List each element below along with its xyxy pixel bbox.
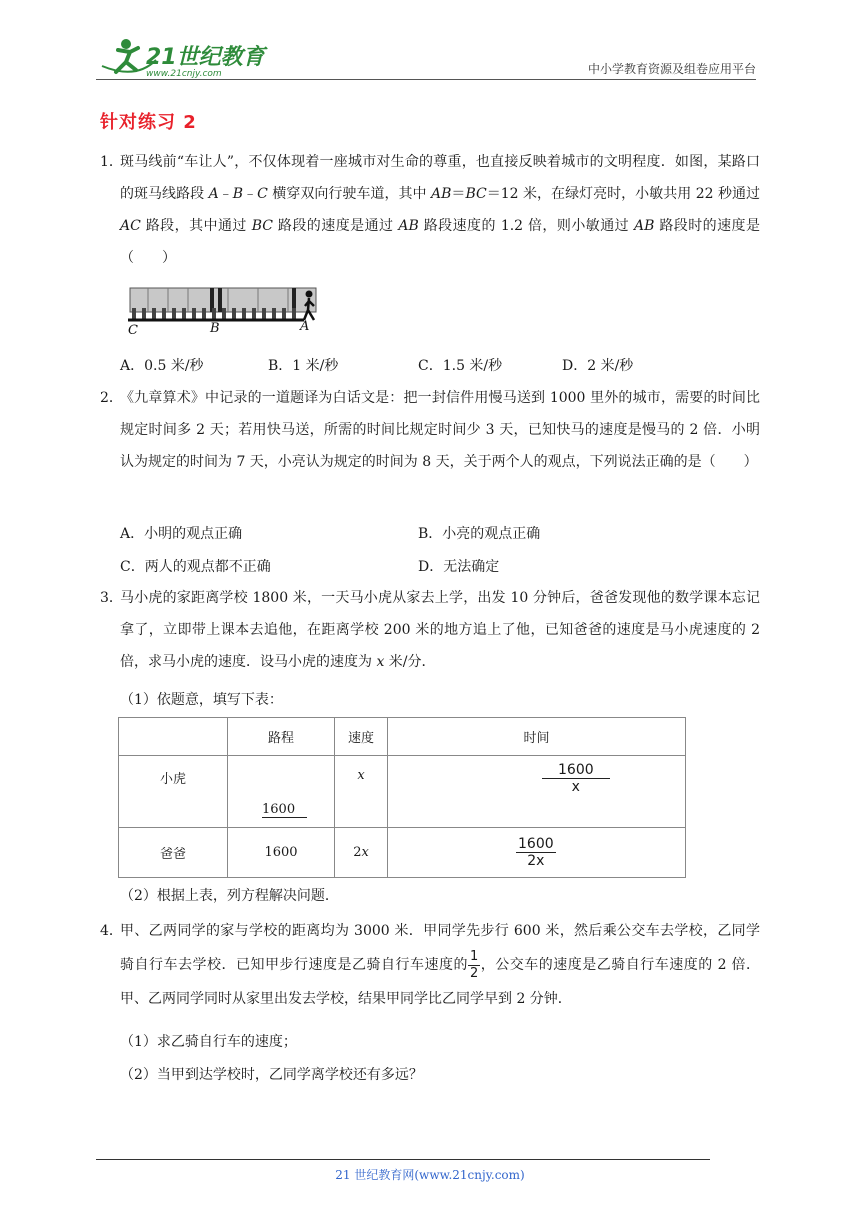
question-text: 斑马线前“车让人”，不仅体现着一座城市对生命的尊重，也直接反映着城市的文明程度．如图，某路口的斑马线路段 A﹣B﹣C 横穿双向行驶车道，其中 AB＝BC＝12 米，在绿灯亮时，小敏共用 22 秒通过 AC 路段，其中通过 BC 路段的速度是通过 AB 路段速度的 1.2 倍，则小敏通过 AB 路段时的速度是（ ） xyxy=(120,154,761,266)
footer-divider xyxy=(96,1159,710,1160)
svg-text:21世纪教育: 21世纪教育 xyxy=(146,45,265,70)
q3-sub1: （1）依题意，填写下表： xyxy=(120,692,283,708)
question-text: 马小虎的家距离学校 1800 米，一天马小虎从家去上学，出发 10 分钟后，爸爸发现他的数学课本忘记拿了，立即带上课本去追他，在距离学校 200 米的地方追上了他，已知爸爸的速度是马小虎速度的 2 倍，求马小虎的速度．设马小虎的速度为 x 米/分． xyxy=(120,590,760,670)
question-1 xyxy=(100,146,760,274)
q4-sub1: （1）求乙骑自行车的速度； xyxy=(120,1034,297,1050)
distance-answer: 1600 xyxy=(228,756,335,828)
option-c[interactable]: C．1.5 米/秒 xyxy=(418,358,503,374)
point-a-label: A xyxy=(300,319,310,334)
question-text: 甲、乙两同学的家与学校的距离均为 3000 米．甲同学先步行 600 米，然后乘公交车去学校，乙同学骑自行车去学校．已知甲步行速度是乙骑自行车速度的 $\frac{1}{2}$ ，公交车的速度是乙骑自行车速度的 2 倍．甲、乙两同学同时从家里出发去学校，结果甲同学比乙同学早到 2 分钟． xyxy=(120,923,760,1007)
question-number: 4． xyxy=(100,923,123,939)
point-c-label: C xyxy=(128,323,138,336)
q3-table xyxy=(118,717,686,878)
runner-logo-icon xyxy=(96,36,276,80)
question-number: 1． xyxy=(100,154,123,170)
table-row: 爸爸 1600 2x $\frac{1600}{2x}$ xyxy=(119,828,686,878)
platform-name: 中小学教育资源及组卷应用平台 xyxy=(587,62,756,76)
option-b[interactable]: B．小亮的观点正确 xyxy=(418,526,541,542)
question-text: 《九章算术》中记录的一道题译为白话文是：把一封信件用慢马送到 1000 里外的城市，需要的时间比规定时间多 2 天；若用快马送，所需的时间比规定时间少 3 天，已知快马的速度是慢马的 2 倍．小明认为规定的时间为 7 天，小亮认为规定的时间为 8 天，关于两个人的观点，下列说法正确的是（ ） xyxy=(120,390,760,470)
q4-sub2: （2）当甲到达学校时，乙同学离学校还有多远？ xyxy=(120,1067,423,1083)
question-3 xyxy=(100,582,760,678)
section-title: 针对练习 2 xyxy=(100,112,197,133)
point-b-label: B xyxy=(210,321,220,336)
table-row: 小虎 1600 x $\frac{1600}{x}$ xyxy=(119,756,686,828)
site-logo xyxy=(96,36,276,80)
option-d[interactable]: D．无法确定 xyxy=(418,559,500,575)
question-number: 3． xyxy=(100,590,123,606)
question-2 xyxy=(100,382,760,478)
one-half-fraction: $\frac{1}{2}$ xyxy=(469,948,479,981)
question-4 xyxy=(100,914,760,1016)
option-c[interactable]: C．两人的观点都不正确 xyxy=(120,559,271,575)
option-a[interactable]: A．小明的观点正确 xyxy=(120,526,243,542)
table-header-row: 路程 速度 时间 xyxy=(119,718,686,756)
question-number: 2． xyxy=(100,390,123,406)
footer-link[interactable]: 21 世纪教育网(www.21cnjy.com) xyxy=(335,1168,525,1182)
q3-sub2: （2）根据上表，列方程解决问题． xyxy=(120,888,339,904)
svg-text:www.21cnjy.com: www.21cnjy.com xyxy=(146,69,222,79)
option-b[interactable]: B．1 米/秒 xyxy=(268,358,339,374)
header-divider xyxy=(96,79,756,80)
time-answer: $\frac{1600}{x}$ xyxy=(388,756,686,828)
option-d[interactable]: D．2 米/秒 xyxy=(562,358,634,374)
crosswalk-figure xyxy=(128,284,324,336)
option-a[interactable]: A．0.5 米/秒 xyxy=(120,358,204,374)
